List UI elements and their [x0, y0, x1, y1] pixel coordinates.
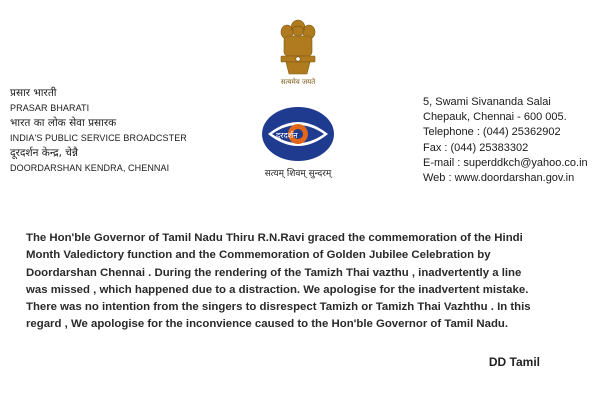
body-line: was missed , which happened due to a distraction. We apologise for the inadvertent mistake. — [26, 283, 529, 296]
body-line: regard , We apologise for the inconvience caused to the Hon'ble Governor of Tamil Nadu. — [26, 318, 509, 331]
address-line-2: Chepauk, Chennai - 600 005. — [423, 111, 567, 124]
telephone: Telephone : (044) 25362902 — [423, 126, 561, 139]
email: E-mail : superddkch@yahoo.co.in — [423, 156, 588, 169]
doordarshan-eye-logo-icon — [258, 104, 338, 164]
emblem-motto: सत्यमेव जयते — [280, 78, 316, 86]
national-emblem — [274, 18, 322, 92]
statement-body — [26, 230, 578, 334]
contact-address — [423, 95, 600, 186]
doordarshan-logo — [258, 104, 338, 178]
body-line: There was no intention from the singers to disrespect Tamizh or Tamizh Thai Vazhthu . In this — [26, 301, 531, 314]
fax: Fax : (044) 25383302 — [423, 141, 529, 154]
body-line: The Hon'ble Governor of Tamil Nadu Thiru R.N.Ravi graced the commemoration of the Hindi — [26, 232, 523, 244]
kendra-english: DOORDARSHAN KENDRA, CHENNAI — [10, 163, 170, 173]
body-line: Month Valedictory function and the Commemoration of Golden Jubilee Celebration by — [26, 249, 491, 262]
org-name-hindi: प्रसार भारती — [10, 87, 57, 99]
website: Web : www.doordarshan.gov.in — [423, 172, 575, 185]
kendra-hindi: दूरदर्शन केन्द्र, चेन्नै — [10, 147, 78, 159]
address-line-1: 5, Swami Sivananda Salai — [423, 96, 551, 108]
logo-text: दूरदर्शन — [276, 131, 298, 140]
body-line: Doordarshan Chennai . During the rendering of the Tamizh Thai vazthu , inadvertently a line — [26, 266, 522, 279]
org-subtitle-english: INDIA'S PUBLIC SERVICE BROADCSTER — [10, 133, 187, 143]
org-name-english: PRASAR BHARATI — [10, 103, 90, 113]
logo-tagline: सत्यम् शिवम् सुन्दरम् — [264, 169, 332, 179]
org-subtitle-hindi: भारत का लोक सेवा प्रसारक — [10, 117, 117, 129]
national-emblem-icon — [274, 18, 322, 80]
signature: DD Tamil — [488, 355, 540, 369]
organization-header — [10, 86, 240, 176]
